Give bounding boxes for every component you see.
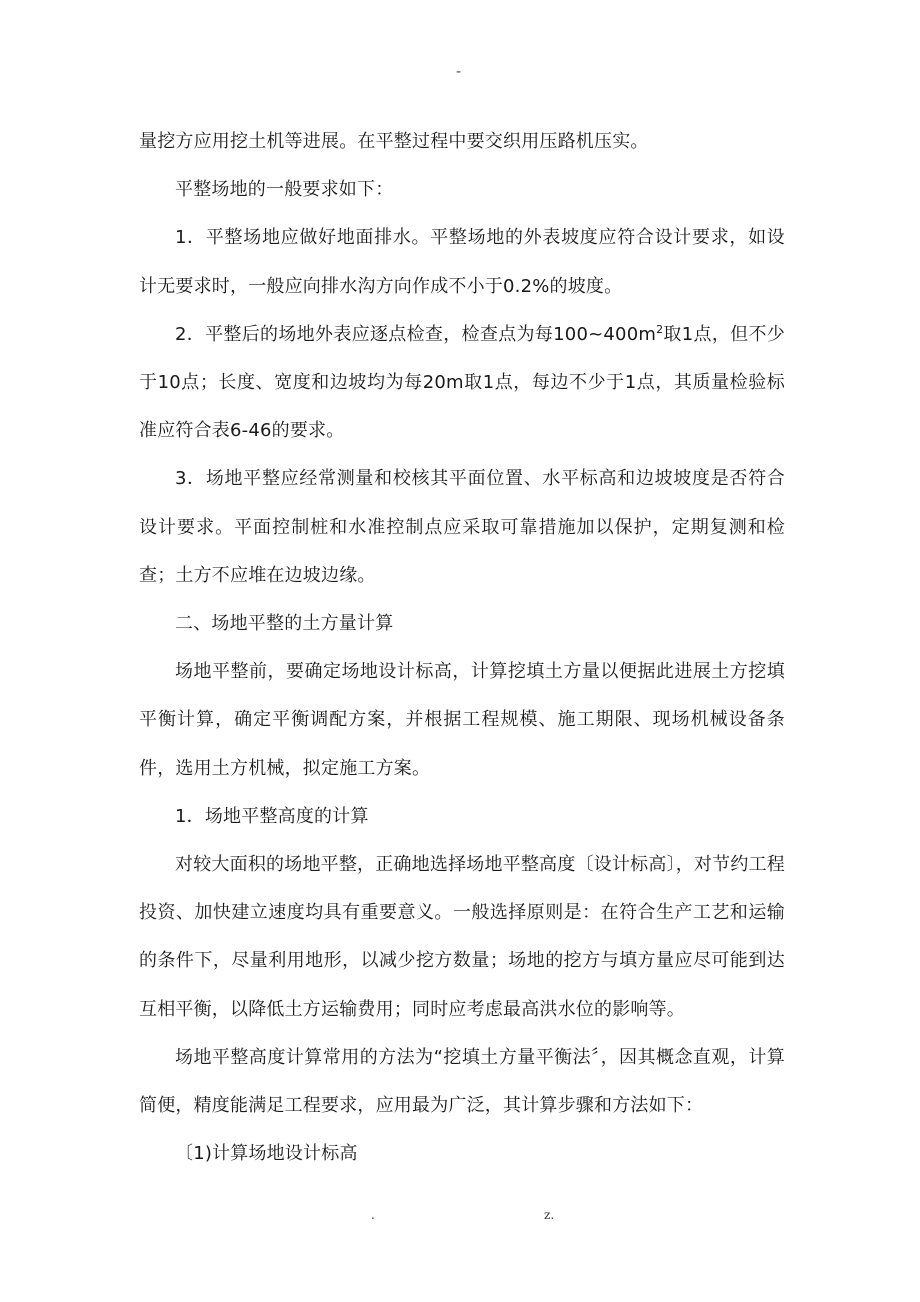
subheading-elevation-calc: 1．场地平整高度的计算	[175, 805, 369, 827]
requirement-2-part-b: 取1点，但不少于10点；长度、宽度和边坡均为每20m取1点，每边不少于1点，其质量检验标准应符合表6-46的要求。	[139, 323, 785, 442]
paragraph-balance-method: 场地平整高度计算常用的方法为“挖填土方量平衡法〞，因其概念直观，计算简便，精度能满足工程要求，应用最为广泛，其计算步骤和方法如下：	[139, 1046, 785, 1117]
section-heading-earthwork: 二、场地平整的土方量计算	[175, 613, 394, 635]
page-footer-right: z.	[544, 1208, 555, 1222]
page-header-mark: -	[456, 64, 462, 80]
paragraph-requirement-1: 1．平整场地应做好地面排水。平整场地的外表坡度应符合设计要求，如设计无要求时，一般应向排水沟方向作成不小于0.2%的坡度。	[139, 227, 785, 297]
page-footer-left: .	[371, 1208, 375, 1222]
paragraph-earthwork-intro: 场地平整前，要确定场地设计标高，计算挖填土方量以便据此进展土方挖填平衡计算，确定平衡调配方案，并根据工程规模、施工期限、现场机械设备条件，选用土方机械，拟定施工方案。	[139, 661, 785, 779]
requirement-2-part-a: 2．平整后的场地外表应逐点检查，检查点为每100~400m	[175, 323, 657, 345]
paragraph-continuation: 量挖方应用挖土机等进展。在平整过程中要交织用压路机压实。	[139, 131, 649, 152]
paragraph-requirement-2	[139, 311, 785, 456]
paragraph-requirement-3: 3．场地平整应经常测量和校核其平面位置、水平标高和边坡坡度是否符合设计要求。平面控制桩和水准控制点应采取可靠措施加以保护，定期复测和检查；土方不应堆在边坡边缘。	[139, 468, 785, 586]
superscript-squared: 2	[656, 322, 664, 336]
paragraph-requirements-intro: 平整场地的一般要求如下：	[175, 179, 394, 201]
document-body	[139, 118, 785, 1178]
subheading-design-elevation: 〔1)计算场地设计标高	[175, 1143, 358, 1165]
paragraph-elevation-principle: 对较大面积的场地平整，正确地选择场地平整高度〔设计标高〕，对节约工程投资、加快建立速度均具有重要意义。一般选择原则是：在符合生产工艺和运输的条件下，尽量利用地形，以减少挖方数量；场地的挖方与填方量应尽可能到达互相平衡，以降低土方运输费用；同时应考虑最高洪水位的影响等。	[139, 854, 785, 1020]
